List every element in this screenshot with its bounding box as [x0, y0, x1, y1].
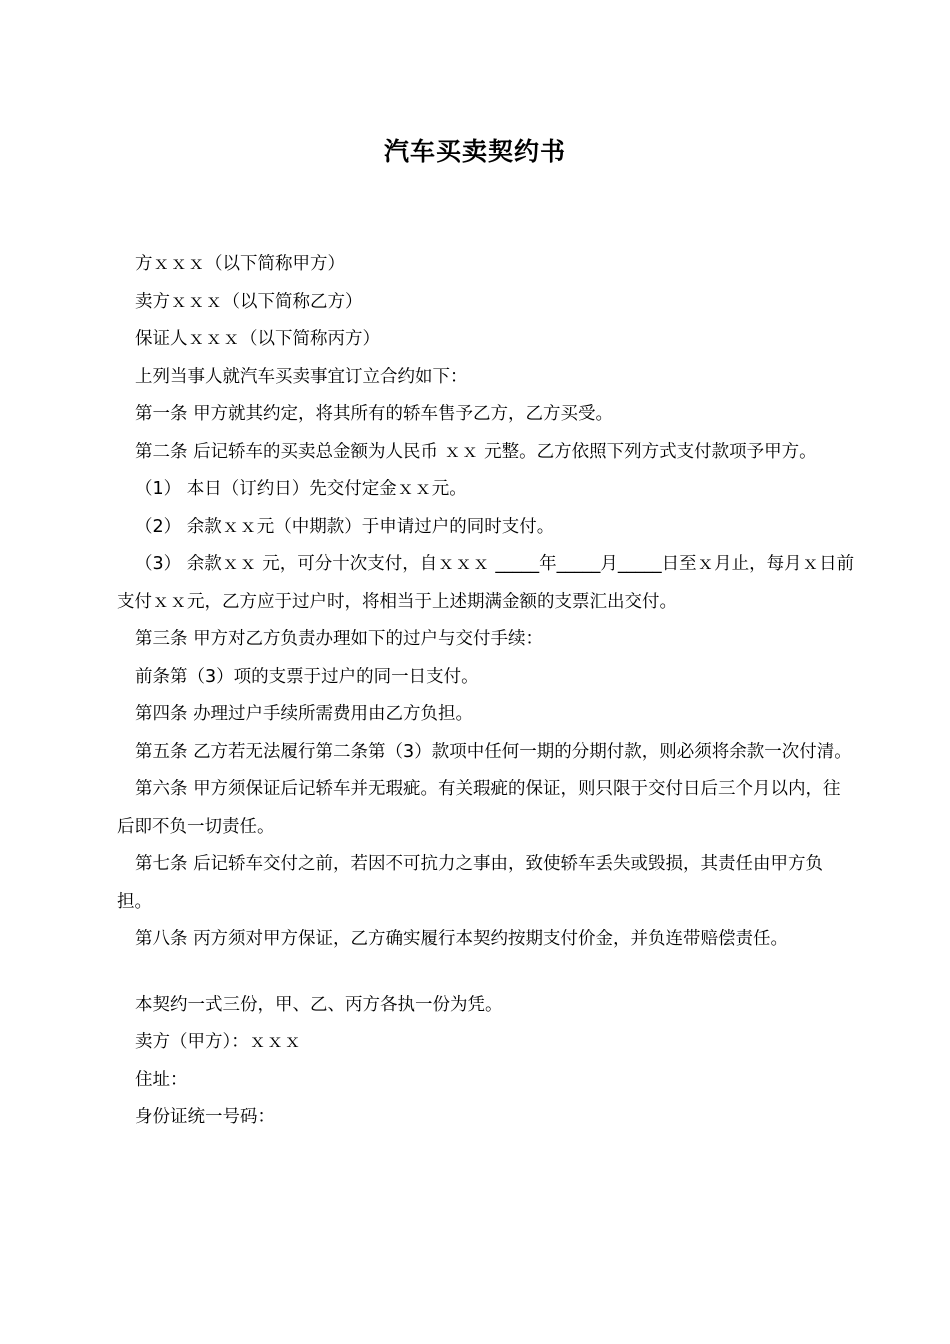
article-5: 第五条 乙方若无法履行第二条第（3）款项中任何一期的分期付款，则必须将余款一次付清。: [135, 741, 852, 762]
preamble: 上列当事人就汽车买卖事宜订立合约如下：: [135, 366, 468, 387]
seller-signature-line: 卖方（甲方）：ｘｘｘ: [135, 1032, 302, 1052]
article-7: 第七条 后记轿车交付之前，若因不可抗力之事由，致使轿车丢失或毁损，其责任由甲方负担。: [117, 854, 824, 912]
party-a-line: 方ｘｘｘ（以下简称甲方）: [135, 254, 345, 274]
guarantor-line: 保证人ｘｘｘ（以下简称丙方）: [135, 329, 380, 349]
article-3: 第三条 甲方对乙方负责办理如下的过户与交付手续：: [135, 629, 544, 649]
article-6: 第六条 甲方须保证后记轿车并无瑕疵。有关瑕疵的保证，则只限于交付日后三个月以内，往后即不负一切责任。: [117, 779, 841, 837]
document-body: [117, 246, 857, 1137]
payment-item-1: （1） 本日（订约日）先交付定金ｘｘ元。: [135, 479, 467, 499]
article-3-detail: 前条第（3）项的支票于过户的同一日支付。: [135, 666, 479, 687]
payment-item-2: （2） 余款ｘｘ元（中期款）于申请过户的同时支付。: [135, 516, 555, 537]
article-2: 第二条 后记轿车的买卖总金额为人民币 ｘｘ 元整。乙方依照下列方式支付款项予甲方。: [135, 441, 817, 462]
article-8: 第八条 丙方须对甲方保证，乙方确实履行本契约按期支付价金，并负连带赔偿责任。: [135, 929, 789, 949]
party-b-line: 卖方ｘｘｘ（以下简称乙方）: [135, 291, 363, 312]
article-4: 第四条 办理过户手续所需费用由乙方负担。: [135, 704, 474, 724]
document-title: 汽车买卖契约书: [383, 137, 566, 166]
spacer: [117, 959, 857, 987]
article-1: 第一条 甲方就其约定，将其所有的轿车售予乙方，乙方买受。: [135, 404, 614, 424]
address-line: 住址：: [135, 1069, 188, 1090]
payment-item-3: （3） 余款ｘｘ 元，可分十次支付，自ｘｘｘ _____年_____月_____日至ｘ月止，每月ｘ日前支付ｘｘ元，乙方应于过户时，将相当于上述期满金额的支票汇出交付。: [117, 554, 855, 612]
id-number-line: 身份证统一号码：: [135, 1107, 275, 1127]
copies-statement: 本契约一式三份，甲、乙、丙方各执一份为凭。: [135, 994, 503, 1015]
